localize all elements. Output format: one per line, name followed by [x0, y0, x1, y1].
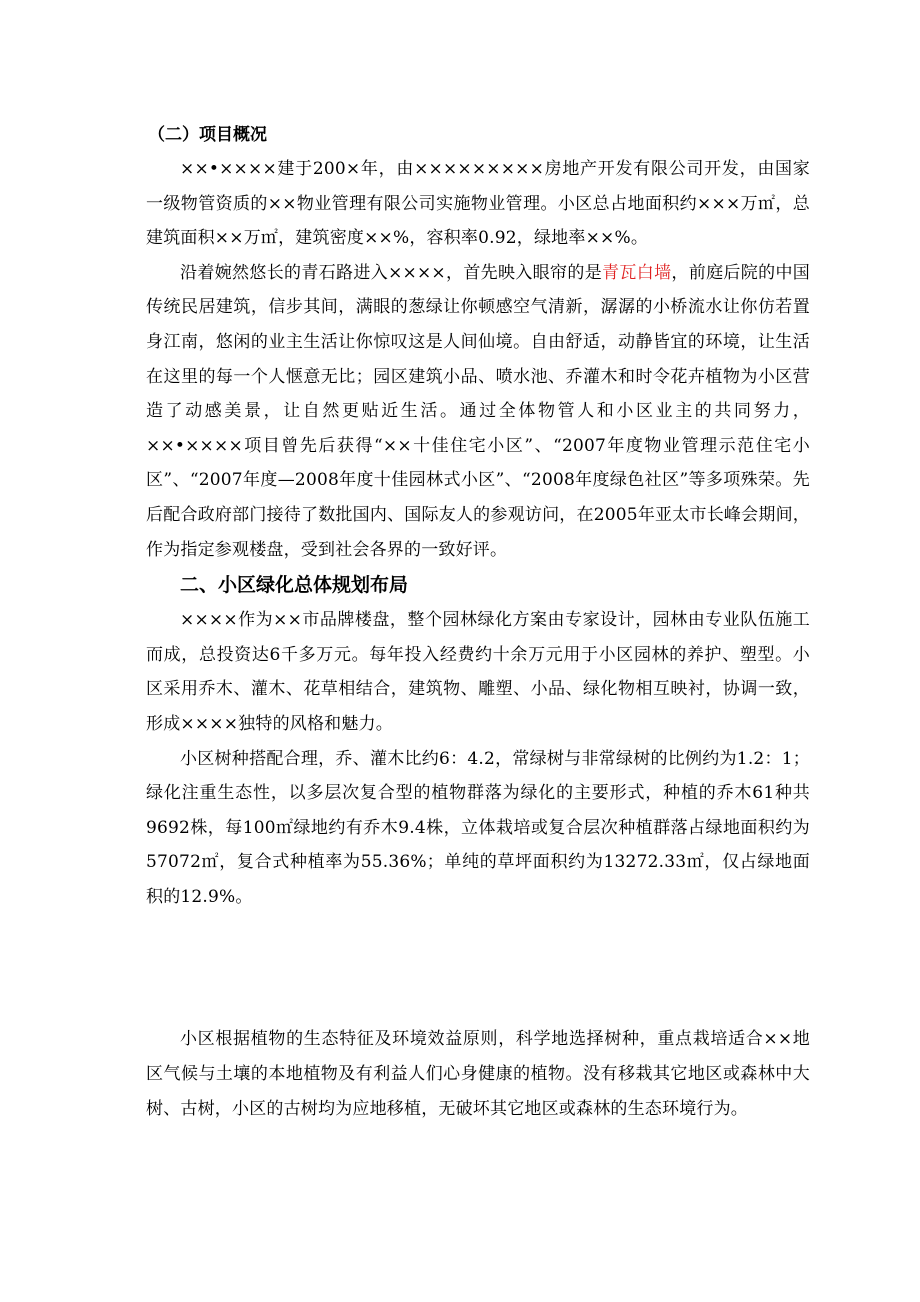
paragraph-greening-design: ××××作为××市品牌楼盘，整个园林绿化方案由专家设计，园林由专业队伍施工而成，总投资达6千多万元。每年投入经费约十余万元用于小区园林的养护、塑型。小区采用乔木、灌木、花草相结合，建筑物、雕塑、小品、绿化物相互映衬，协调一致，形成××××独特的风格和魅力。 — [146, 610, 810, 734]
paragraph-environment-part1: 沿着婉然悠长的青石路进入××××，首先映入眼帘的是 — [180, 262, 603, 283]
paragraph-plant-selection: 小区根据植物的生态特征及环境效益原则，科学地选择树种，重点栽培适合××地区气候与土壤的本地植物及有利益人们心身健康的植物。没有移栽其它地区或森林中大树、古树，小区的古树均为应地移植，无破坏其它地区或森林的生态环境行为。 — [146, 1029, 810, 1119]
section-heading-greening-layout: 二、小区绿化总体规划布局 — [180, 574, 409, 597]
blank-gap — [146, 914, 810, 1022]
highlighted-text: 青瓦白墙 — [602, 262, 672, 283]
paragraph-environment — [146, 256, 810, 567]
paragraph-project-intro: ××•××××建于200×年，由×××××××××房地产开发有限公司开发，由国家一级物管资质的××物业管理有限公司实施物业管理。小区总占地面积约×××万㎡，总建筑面积××万㎡，建筑密度××%，容积率0.92，绿地率××%。 — [146, 159, 810, 249]
document-body — [146, 118, 810, 1126]
paragraph-environment-part2: ，前庭后院的中国传统民居建筑，信步其间，满眼的葱绿让你顿感空气清新，潺潺的小桥流水让你仿若置身江南，悠闲的业主生活让你惊叹这是人间仙境。自由舒适，动静皆宜的环境，让生活在这里的每一个人惬意无比；园区建筑小品、喷水池、乔灌木和时令花卉植物为小区营造了动感美景，让自然更贴近生活。通过全体物管人和小区业主的共同努力，××•××××项目曾先后获得“××十佳住宅小区”、“2007年度物业管理示范住宅小区”、“2007年度—2008年度十佳园林式小区”、“2008年度绿色社区”等多项殊荣。先后配合政府部门接待了数批国内、国际友人的参观访问，在2005年亚太市长峰会期间，作为指定参观楼盘，受到社会各界的一致好评。 — [146, 262, 810, 560]
paragraph-tree-species: 小区树种搭配合理，乔、灌木比约6：4.2，常绿树与非常绿树的比例约为1.2：1；绿化注重生态性，以多层次复合型的植物群落为绿化的主要形式，种植的乔木61种共9692株，每100㎡绿地约有乔木9.4株，立体栽培或复合层次种植群落占绿地面积约为57072㎡，复合式种植率为55.36%；单纯的草坪面积约为13272.33㎡，仅占绿地面积的12.9%。 — [146, 748, 810, 907]
section-heading-project-overview: （二）项目概况 — [148, 125, 267, 145]
